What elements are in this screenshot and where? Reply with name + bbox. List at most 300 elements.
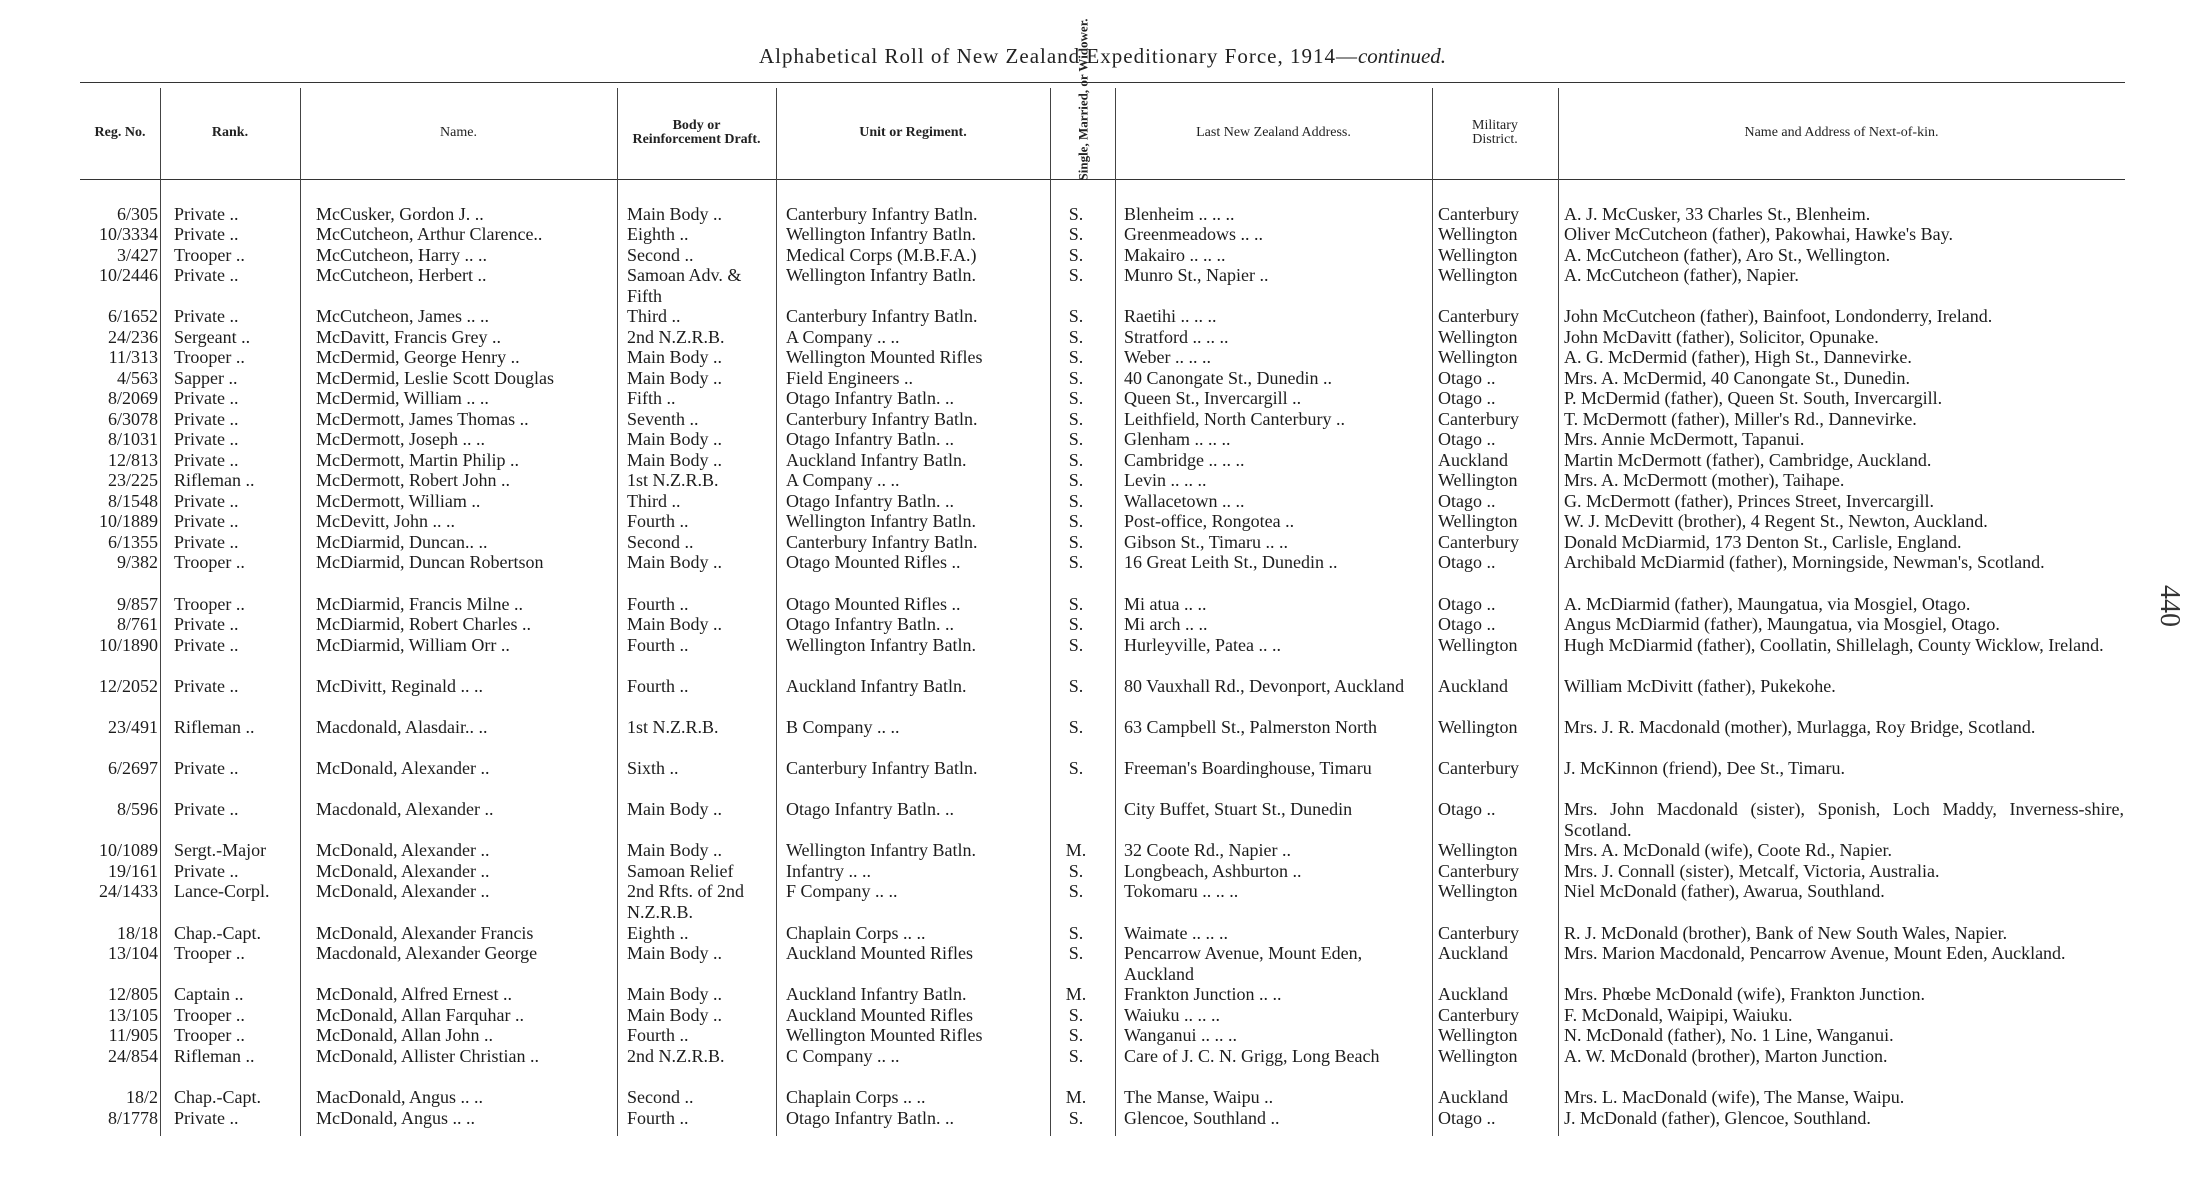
cell-unit: Medical Corps (M.B.F.A.) <box>786 245 977 265</box>
cell-status: S. <box>1068 368 1084 388</box>
cell-address: Mi atua .. .. <box>1124 594 1207 614</box>
cell-status: S. <box>1068 265 1084 285</box>
cell-kin: A. W. McDonald (brother), Marton Junction. <box>1564 1046 1888 1066</box>
cell-district: Otago .. <box>1438 614 1496 634</box>
cell-unit: Otago Infantry Batln. .. <box>786 614 954 634</box>
cell-status: S. <box>1068 532 1084 552</box>
cell-address: 63 Campbell St., Palmerston North <box>1124 717 1377 737</box>
cell-kin: W. J. McDevitt (brother), 4 Regent St., Newton, Auckland. <box>1564 511 1988 531</box>
cell-rank: Trooper .. <box>174 347 245 367</box>
cell-draft: Eighth .. <box>627 923 689 943</box>
cell-status: S. <box>1068 388 1084 408</box>
column-divider <box>300 88 301 1136</box>
header-district: Military District. <box>1472 118 1518 147</box>
cell-rank: Rifleman .. <box>174 470 255 490</box>
cell-reg: 10/2446 <box>98 265 158 285</box>
header-address: Last New Zealand Address. <box>1196 125 1351 140</box>
cell-reg: 11/905 <box>108 1025 158 1045</box>
cell-reg: 18/18 <box>116 923 158 943</box>
cell-rank: Trooper .. <box>174 1025 245 1045</box>
cell-kin: John McDavitt (father), Solicitor, Opunake. <box>1564 327 1879 347</box>
cell-draft: Main Body .. <box>627 799 723 819</box>
cell-district: Auckland <box>1438 984 1508 1004</box>
cell-district: Wellington <box>1438 1025 1518 1045</box>
cell-kin: N. McDonald (father), No. 1 Line, Wanganui. <box>1564 1025 1894 1045</box>
cell-unit: Auckland Infantry Batln. <box>786 984 967 1004</box>
cell-district: Auckland <box>1438 943 1508 963</box>
cell-name: McDiarmid, Duncan.. .. <box>316 532 488 552</box>
cell-draft: Third .. <box>627 306 681 326</box>
cell-reg: 10/1889 <box>98 511 158 531</box>
cell-name: McCusker, Gordon J. .. <box>316 204 484 224</box>
cell-name: Macdonald, Alexander George <box>316 943 538 963</box>
cell-unit: C Company .. .. <box>786 1046 900 1066</box>
cell-kin: Mrs. A. McDonald (wife), Coote Rd., Napier. <box>1564 840 1892 860</box>
cell-draft: Fourth .. <box>627 1025 689 1045</box>
cell-district: Canterbury <box>1438 409 1519 429</box>
cell-name: McDermott, William .. <box>316 491 481 511</box>
cell-address: Glenham .. .. .. <box>1124 429 1231 449</box>
cell-district: Wellington <box>1438 327 1518 347</box>
column-divider <box>776 88 777 1136</box>
cell-name: McDavitt, Francis Grey .. <box>316 327 501 347</box>
cell-kin: A. G. McDermid (father), High St., Dannevirke. <box>1564 347 1912 367</box>
cell-rank: Private .. <box>174 224 239 244</box>
cell-rank: Chap.-Capt. <box>174 923 261 943</box>
cell-name: McDevitt, John .. .. <box>316 511 455 531</box>
cell-kin: A. McCutcheon (father), Aro St., Wellington. <box>1564 245 1891 265</box>
cell-district: Canterbury <box>1438 861 1519 881</box>
cell-status: S. <box>1068 306 1084 326</box>
cell-status: S. <box>1068 881 1084 901</box>
cell-draft: 2nd N.Z.R.B. <box>627 327 725 347</box>
cell-unit: Auckland Infantry Batln. <box>786 676 967 696</box>
cell-unit: Wellington Mounted Rifles <box>786 1025 983 1045</box>
cell-address: Raetihi .. .. .. <box>1124 306 1217 326</box>
cell-status: S. <box>1068 614 1084 634</box>
cell-draft: Samoan Adv. & Fifth <box>627 265 742 306</box>
cell-kin: Mrs. Annie McDermott, Tapanui. <box>1564 429 1805 449</box>
cell-reg: 3/427 <box>116 245 158 265</box>
cell-draft: 2nd Rfts. of 2nd N.Z.R.B. <box>627 881 744 922</box>
cell-rank: Rifleman .. <box>174 1046 255 1066</box>
cell-unit: Auckland Infantry Batln. <box>786 450 967 470</box>
cell-draft: Main Body .. <box>627 429 723 449</box>
cell-draft: Fifth .. <box>627 388 676 408</box>
cell-reg: 10/1890 <box>98 635 158 655</box>
cell-district: Wellington <box>1438 881 1518 901</box>
cell-unit: Otago Infantry Batln. .. <box>786 429 954 449</box>
cell-status: S. <box>1068 429 1084 449</box>
cell-address: Weber .. .. .. <box>1124 347 1212 367</box>
cell-status: S. <box>1068 676 1084 696</box>
cell-name: MacDonald, Angus .. .. <box>316 1087 483 1107</box>
cell-draft: Sixth .. <box>627 758 679 778</box>
cell-district: Wellington <box>1438 265 1518 285</box>
cell-name: McDermott, Robert John .. <box>316 470 510 490</box>
cell-status: S. <box>1068 943 1084 963</box>
cell-status: S. <box>1068 635 1084 655</box>
cell-address: Hurleyville, Patea .. .. <box>1124 635 1281 655</box>
cell-reg: 6/1652 <box>107 306 158 326</box>
title-continued: continued. <box>1357 44 1447 68</box>
cell-reg: 11/313 <box>108 347 158 367</box>
cell-status: S. <box>1068 224 1084 244</box>
cell-status: S. <box>1068 470 1084 490</box>
cell-kin: A. J. McCusker, 33 Charles St., Blenheim. <box>1564 204 1871 224</box>
cell-status: S. <box>1068 409 1084 429</box>
cell-address: 32 Coote Rd., Napier .. <box>1124 840 1291 860</box>
cell-reg: 24/854 <box>107 1046 158 1066</box>
cell-kin: John McCutcheon (father), Bainfoot, Londonderry, Ireland. <box>1564 306 1993 326</box>
cell-reg: 8/596 <box>116 799 158 819</box>
cell-district: Wellington <box>1438 347 1518 367</box>
cell-kin: Martin McDermott (father), Cambridge, Auckland. <box>1564 450 1932 470</box>
cell-name: McDermid, William .. .. <box>316 388 489 408</box>
cell-kin: A. McDiarmid (father), Maungatua, via Mosgiel, Otago. <box>1564 594 1971 614</box>
cell-district: Wellington <box>1438 717 1518 737</box>
cell-status: S. <box>1068 347 1084 367</box>
cell-district: Wellington <box>1438 635 1518 655</box>
header-draft: Body or Reinforcement Draft. <box>632 118 761 147</box>
cell-rank: Captain .. <box>174 984 244 1004</box>
cell-rank: Private .. <box>174 532 239 552</box>
cell-name: Macdonald, Alexander .. <box>316 799 494 819</box>
cell-district: Auckland <box>1438 450 1508 470</box>
cell-kin: Mrs. Phœbe McDonald (wife), Frankton Junction. <box>1564 984 1925 1004</box>
cell-kin: Mrs. A. McDermid, 40 Canongate St., Dunedin. <box>1564 368 1910 388</box>
cell-kin: Oliver McCutcheon (father), Pakowhai, Hawke's Bay. <box>1564 224 1953 244</box>
cell-draft: Main Body .. <box>627 204 723 224</box>
cell-kin: Mrs. Marion Macdonald, Pencarrow Avenue, Mount Eden, Auckland. <box>1564 943 2066 963</box>
cell-status: S. <box>1068 511 1084 531</box>
cell-reg: 6/305 <box>116 204 158 224</box>
cell-district: Wellington <box>1438 511 1518 531</box>
cell-name: McDonald, Alexander .. <box>316 758 490 778</box>
cell-rank: Private .. <box>174 676 239 696</box>
cell-address: Waimate .. .. .. <box>1124 923 1229 943</box>
page-number: 440 <box>2154 585 2185 627</box>
cell-draft: Main Body .. <box>627 552 723 572</box>
cell-reg: 12/813 <box>107 450 158 470</box>
cell-rank: Private .. <box>174 861 239 881</box>
cell-address: Gibson St., Timaru .. .. <box>1124 532 1289 552</box>
cell-name: McDiarmid, William Orr .. <box>316 635 510 655</box>
cell-kin: William McDivitt (father), Pukekohe. <box>1564 676 1836 696</box>
cell-unit: Otago Mounted Rifles .. <box>786 594 961 614</box>
cell-rank: Trooper .. <box>174 943 245 963</box>
cell-district: Otago .. <box>1438 388 1496 408</box>
cell-kin: Mrs. L. MacDonald (wife), The Manse, Waipu. <box>1564 1087 1905 1107</box>
cell-unit: A Company .. .. <box>786 470 900 490</box>
cell-kin: Archibald McDiarmid (father), Morningside, Newman's, Scotland. <box>1564 552 2045 572</box>
cell-district: Canterbury <box>1438 758 1519 778</box>
cell-kin: A. McCutcheon (father), Napier. <box>1564 265 1799 285</box>
cell-address: Longbeach, Ashburton .. <box>1124 861 1302 881</box>
cell-rank: Trooper .. <box>174 245 245 265</box>
cell-district: Otago .. <box>1438 368 1496 388</box>
cell-unit: Otago Infantry Batln. .. <box>786 491 954 511</box>
cell-rank: Private .. <box>174 758 239 778</box>
cell-reg: 6/2697 <box>107 758 158 778</box>
cell-kin: Mrs. A. McDermott (mother), Taihape. <box>1564 470 1845 490</box>
cell-rank: Private .. <box>174 635 239 655</box>
cell-kin: J. McKinnon (friend), Dee St., Timaru. <box>1564 758 1845 778</box>
cell-reg: 18/2 <box>125 1087 158 1107</box>
cell-name: McDiarmid, Francis Milne .. <box>316 594 523 614</box>
cell-rank: Trooper .. <box>174 552 245 572</box>
cell-reg: 8/1778 <box>107 1108 158 1128</box>
cell-kin: G. McDermott (father), Princes Street, Invercargill. <box>1564 491 1935 511</box>
cell-rank: Trooper .. <box>174 594 245 614</box>
table-top-rule <box>80 82 2125 83</box>
cell-name: McDiarmid, Robert Charles .. <box>316 614 531 634</box>
cell-district: Canterbury <box>1438 306 1519 326</box>
cell-rank: Private .. <box>174 265 239 285</box>
cell-kin: Angus McDiarmid (father), Maungatua, via Mosgiel, Otago. <box>1564 614 2000 634</box>
cell-status: S. <box>1068 923 1084 943</box>
cell-district: Otago .. <box>1438 491 1496 511</box>
column-divider <box>160 88 161 1136</box>
cell-draft: Second .. <box>627 245 694 265</box>
cell-reg: 9/382 <box>116 552 158 572</box>
cell-address: Mi arch .. .. <box>1124 614 1208 634</box>
cell-district: Wellington <box>1438 470 1518 490</box>
cell-name: McDermid, George Henry .. <box>316 347 520 367</box>
cell-address: Tokomaru .. .. .. <box>1124 881 1239 901</box>
cell-kin: Mrs. John Macdonald (sister), Sponish, Loch Maddy, Inverness-shire, Scotland. <box>1564 799 2124 840</box>
header-reg-no: Reg. No. <box>94 125 146 140</box>
cell-district: Wellington <box>1438 245 1518 265</box>
table-header-rule <box>80 179 2125 180</box>
cell-unit: Canterbury Infantry Batln. <box>786 409 978 429</box>
cell-reg: 9/857 <box>116 594 158 614</box>
cell-reg: 10/3334 <box>98 224 158 244</box>
cell-unit: Canterbury Infantry Batln. <box>786 532 978 552</box>
cell-draft: Fourth .. <box>627 594 689 614</box>
cell-address: Levin .. .. .. <box>1124 470 1207 490</box>
cell-unit: Canterbury Infantry Batln. <box>786 306 978 326</box>
cell-name: McDonald, Alfred Ernest .. <box>316 984 512 1004</box>
cell-unit: Canterbury Infantry Batln. <box>786 758 978 778</box>
cell-unit: Otago Infantry Batln. .. <box>786 1108 954 1128</box>
cell-status: S. <box>1068 450 1084 470</box>
cell-name: McDonald, Allister Christian .. <box>316 1046 539 1066</box>
cell-address: Waiuku .. .. .. <box>1124 1005 1221 1025</box>
cell-unit: Otago Infantry Batln. .. <box>786 388 954 408</box>
cell-unit: A Company .. .. <box>786 327 900 347</box>
cell-name: McDonald, Allan John .. <box>316 1025 493 1045</box>
cell-draft: Fourth .. <box>627 1108 689 1128</box>
cell-district: Wellington <box>1438 1046 1518 1066</box>
cell-draft: Main Body .. <box>627 1005 723 1025</box>
cell-address: City Buffet, Stuart St., Dunedin <box>1124 799 1353 819</box>
cell-district: Otago .. <box>1438 594 1496 614</box>
cell-unit: B Company .. .. <box>786 717 900 737</box>
cell-reg: 13/104 <box>107 943 158 963</box>
cell-address: Leithfield, North Canterbury .. <box>1124 409 1345 429</box>
title-main: Alphabetical Roll of New Zealand Expeditionary Force, 1914— <box>758 44 1358 68</box>
cell-draft: 1st N.Z.R.B. <box>627 470 719 490</box>
cell-reg: 13/105 <box>107 1005 158 1025</box>
cell-district: Wellington <box>1438 840 1518 860</box>
cell-reg: 23/225 <box>107 470 158 490</box>
cell-address: 16 Great Leith St., Dunedin .. <box>1124 552 1338 572</box>
cell-reg: 8/1548 <box>107 491 158 511</box>
cell-name: McCutcheon, Herbert .. <box>316 265 487 285</box>
cell-unit: Wellington Infantry Batln. <box>786 224 977 244</box>
cell-reg: 6/3078 <box>107 409 158 429</box>
cell-address: Blenheim .. .. .. <box>1124 204 1235 224</box>
cell-reg: 12/2052 <box>98 676 158 696</box>
cell-rank: Private .. <box>174 204 239 224</box>
cell-rank: Sapper .. <box>174 368 238 388</box>
cell-rank: Private .. <box>174 409 239 429</box>
cell-unit: Field Engineers .. <box>786 368 913 388</box>
cell-district: Auckland <box>1438 1087 1508 1107</box>
cell-kin: T. McDermott (father), Miller's Rd., Dannevirke. <box>1564 409 1917 429</box>
column-divider <box>617 88 618 1136</box>
cell-draft: Samoan Relief <box>627 861 734 881</box>
cell-status: M. <box>1065 984 1087 1004</box>
cell-rank: Sergeant .. <box>174 327 251 347</box>
cell-draft: Main Body .. <box>627 943 723 963</box>
cell-district: Canterbury <box>1438 1005 1519 1025</box>
cell-unit: Infantry .. .. <box>786 861 871 881</box>
cell-district: Otago .. <box>1438 552 1496 572</box>
cell-address: Greenmeadows .. .. <box>1124 224 1263 244</box>
cell-kin: J. McDonald (father), Glencoe, Southland. <box>1564 1108 1871 1128</box>
cell-address: Glencoe, Southland .. <box>1124 1108 1280 1128</box>
cell-kin: Donald McDiarmid, 173 Denton St., Carlisle, England. <box>1564 532 1962 552</box>
cell-reg: 6/1355 <box>107 532 158 552</box>
cell-rank: Private .. <box>174 1108 239 1128</box>
cell-draft: Main Body .. <box>627 368 723 388</box>
cell-draft: Second .. <box>627 532 694 552</box>
cell-status: S. <box>1068 204 1084 224</box>
cell-unit: Auckland Mounted Rifles <box>786 943 973 963</box>
cell-kin: R. J. McDonald (brother), Bank of New South Wales, Napier. <box>1564 923 2008 943</box>
cell-district: Canterbury <box>1438 204 1519 224</box>
cell-status: S. <box>1068 717 1084 737</box>
cell-unit: Auckland Mounted Rifles <box>786 1005 973 1025</box>
cell-rank: Private .. <box>174 491 239 511</box>
cell-address: Wanganui .. .. .. <box>1124 1025 1238 1045</box>
cell-name: McDonald, Alexander .. <box>316 881 490 901</box>
cell-unit: Canterbury Infantry Batln. <box>786 204 978 224</box>
cell-rank: Private .. <box>174 429 239 449</box>
cell-status: S. <box>1068 1046 1084 1066</box>
cell-name: McDermott, Martin Philip .. <box>316 450 519 470</box>
cell-name: Macdonald, Alasdair.. .. <box>316 717 488 737</box>
cell-address: Makairo .. .. .. <box>1124 245 1226 265</box>
cell-status: S. <box>1068 552 1084 572</box>
cell-kin: P. McDermid (father), Queen St. South, Invercargill. <box>1564 388 1943 408</box>
cell-rank: Lance-Corpl. <box>174 881 270 901</box>
cell-address: Post-office, Rongotea .. <box>1124 511 1295 531</box>
cell-name: McDiarmid, Duncan Robertson <box>316 552 544 572</box>
cell-rank: Private .. <box>174 511 239 531</box>
cell-reg: 23/491 <box>107 717 158 737</box>
cell-address: Care of J. C. N. Grigg, Long Beach <box>1124 1046 1380 1066</box>
header-rank: Rank. <box>211 125 249 140</box>
cell-district: Otago .. <box>1438 799 1496 819</box>
cell-district: Canterbury <box>1438 923 1519 943</box>
cell-draft: Main Body .. <box>627 614 723 634</box>
cell-unit: Chaplain Corps .. .. <box>786 1087 926 1107</box>
cell-unit: Wellington Infantry Batln. <box>786 511 977 531</box>
cell-address: Stratford .. .. .. <box>1124 327 1229 347</box>
cell-name: McCutcheon, Harry .. .. <box>316 245 487 265</box>
cell-reg: 10/1089 <box>98 840 158 860</box>
cell-unit: Wellington Infantry Batln. <box>786 840 977 860</box>
cell-status: S. <box>1068 1025 1084 1045</box>
cell-rank: Chap.-Capt. <box>174 1087 261 1107</box>
cell-name: McDivitt, Reginald .. .. <box>316 676 483 696</box>
column-divider <box>1558 88 1559 1136</box>
header-next-of-kin: Name and Address of Next-of-kin. <box>1744 125 1939 140</box>
cell-name: McDermid, Leslie Scott Douglas <box>316 368 554 388</box>
cell-name: McDonald, Allan Farquhar .. <box>316 1005 524 1025</box>
cell-status: M. <box>1065 1087 1087 1107</box>
cell-unit: Wellington Infantry Batln. <box>786 265 977 285</box>
cell-status: S. <box>1068 491 1084 511</box>
cell-reg: 8/1031 <box>107 429 158 449</box>
cell-unit: Wellington Infantry Batln. <box>786 635 977 655</box>
cell-reg: 19/161 <box>107 861 158 881</box>
page-title <box>0 44 2205 69</box>
cell-address: Queen St., Invercargill .. <box>1124 388 1302 408</box>
cell-draft: Second .. <box>627 1087 694 1107</box>
cell-rank: Private .. <box>174 614 239 634</box>
cell-reg: 24/1433 <box>98 881 158 901</box>
header-status: Single, Married, or Widower. <box>1075 18 1091 181</box>
cell-rank: Private .. <box>174 388 239 408</box>
cell-draft: 1st N.Z.R.B. <box>627 717 719 737</box>
cell-district: Wellington <box>1438 224 1518 244</box>
cell-reg: 4/563 <box>116 368 158 388</box>
cell-address: Pencarrow Avenue, Mount Eden, Auckland <box>1124 943 1363 984</box>
cell-name: McCutcheon, Arthur Clarence.. <box>316 224 543 244</box>
cell-draft: 2nd N.Z.R.B. <box>627 1046 725 1066</box>
cell-draft: Main Body .. <box>627 840 723 860</box>
cell-unit: Otago Infantry Batln. .. <box>786 799 954 819</box>
column-divider <box>1050 88 1051 1136</box>
column-divider <box>1432 88 1433 1136</box>
cell-status: S. <box>1068 1005 1084 1025</box>
column-divider <box>1115 88 1116 1136</box>
cell-reg: 8/2069 <box>107 388 158 408</box>
cell-name: McDonald, Alexander Francis <box>316 923 534 943</box>
cell-kin: Mrs. J. R. Macdonald (mother), Murlagga, Roy Bridge, Scotland. <box>1564 717 2036 737</box>
cell-address: Freeman's Boardinghouse, Timaru <box>1124 758 1372 778</box>
cell-status: S. <box>1068 861 1084 881</box>
cell-kin: F. McDonald, Waipipi, Waiuku. <box>1564 1005 1793 1025</box>
cell-rank: Private .. <box>174 450 239 470</box>
cell-address: Frankton Junction .. .. <box>1124 984 1282 1004</box>
cell-address: Cambridge .. .. .. <box>1124 450 1245 470</box>
cell-draft: Main Body .. <box>627 347 723 367</box>
cell-rank: Sergt.-Major <box>174 840 267 860</box>
cell-address: Munro St., Napier .. <box>1124 265 1269 285</box>
cell-rank: Rifleman .. <box>174 717 255 737</box>
cell-draft: Seventh .. <box>627 409 699 429</box>
cell-status: S. <box>1068 327 1084 347</box>
cell-address: Wallacetown .. .. <box>1124 491 1245 511</box>
cell-draft: Fourth .. <box>627 511 689 531</box>
cell-name: McDermott, Joseph .. .. <box>316 429 485 449</box>
cell-reg: 8/761 <box>116 614 158 634</box>
